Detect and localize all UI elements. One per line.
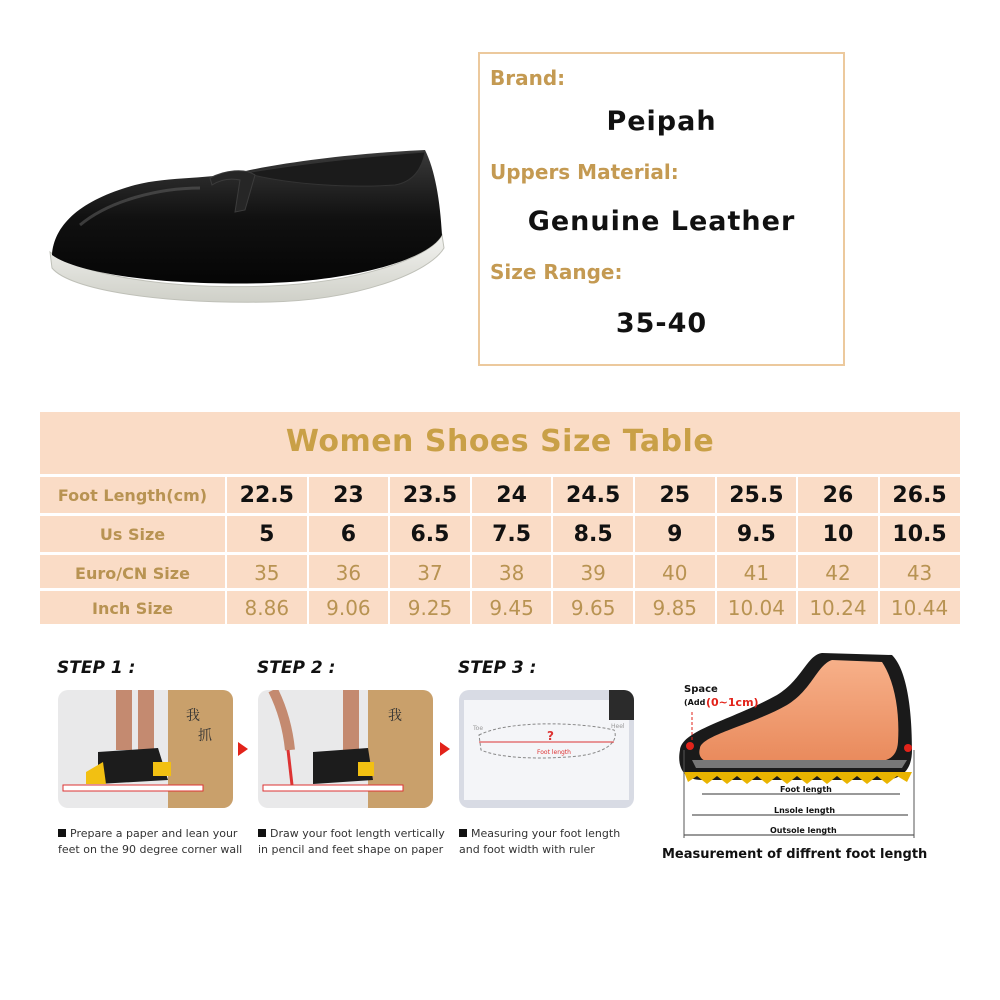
table-cell: 39 [551,555,633,591]
table-cell: 24 [470,477,552,513]
bullet-icon [459,829,467,837]
space-label: Space [684,684,718,695]
table-cell: 25.5 [715,477,797,513]
row-header: Euro/CN Size [75,563,190,583]
svg-text:抓: 抓 [198,728,212,744]
table-cell: 36 [307,555,389,591]
table-row [40,590,960,626]
table-cell: 8.5 [551,516,633,552]
row-header: Foot Length(cm) [57,485,208,505]
step-3-caption: Measuring your foot length and foot width with ruler [459,827,621,856]
svg-text:我: 我 [388,708,402,724]
step-3-title: STEP 3 : [458,658,537,678]
size-range-value: 35-40 [615,308,708,339]
table-cell: 23 [307,477,389,513]
table-cell: 22.5 [225,477,307,513]
step-2-photo [258,690,433,808]
brand-value: Peipah [606,106,717,137]
table-cell: 38 [470,555,552,591]
svg-text:我: 我 [186,708,200,724]
material-value: Genuine Leather [527,206,796,237]
table-cell: 40 [633,555,715,591]
material-label: Uppers Material: [490,160,679,184]
table-cell: 8.86 [225,590,307,626]
table-cell: 7.5 [470,516,552,552]
table-cell: 9.06 [307,590,389,626]
step-1-photo [58,690,233,808]
table-cell: 43 [878,555,960,591]
step-2-caption: Draw your foot length vertically in pencil and feet shape on paper [258,827,445,856]
outsole-length-label: Outsole length [770,826,837,835]
brand-label: Brand: [490,66,566,90]
step-3-photo [459,690,634,808]
table-cell: 6.5 [388,516,470,552]
table-cell: 9.65 [551,590,633,626]
arrow-right-icon [238,742,248,756]
table-cell: 25 [633,477,715,513]
table-cell: 23.5 [388,477,470,513]
table-row [40,555,960,591]
insole-length-label: Lnsole length [774,806,836,815]
table-cell: 9.85 [633,590,715,626]
table-cell: 24.5 [551,477,633,513]
arrow-right-icon [440,742,450,756]
toe-label: Toe [473,725,484,732]
table-cell: 5 [225,516,307,552]
heel-label: Heel [611,723,625,730]
table-cell: 10.5 [878,516,960,552]
table-cell: 10.04 [715,590,797,626]
size-table-title: Women Shoes Size Table [285,424,715,459]
table-cell: 26.5 [878,477,960,513]
table-row [40,516,960,552]
table-cell: 9.45 [470,590,552,626]
table-cell: 10 [796,516,878,552]
step-1-caption: Prepare a paper and lean your feet on the 90 degree corner wall [58,827,243,856]
question-mark: ? [547,729,554,743]
row-header: Us Size [99,524,166,544]
foot-length-small-label: Foot length [537,749,571,756]
table-cell: 9.25 [388,590,470,626]
table-cell: 37 [388,555,470,591]
table-row [40,477,960,513]
space-add-label: (Add [684,698,706,707]
product-info-box [478,52,845,366]
table-cell: 35 [225,555,307,591]
bullet-icon [58,829,66,837]
step-2-title: STEP 2 : [257,658,336,678]
space-range-label: (0~1cm) [706,696,759,709]
table-cell: 26 [796,477,878,513]
table-cell: 6 [307,516,389,552]
foot-measurement-diagram [662,650,962,880]
table-cell: 41 [715,555,797,591]
table-cell: 42 [796,555,878,591]
foot-length-label: Foot length [780,785,832,794]
size-table [40,412,960,624]
table-cell: 9.5 [715,516,797,552]
diagram-caption: Measurement of diffrent foot length [662,847,928,862]
table-cell: 9 [633,516,715,552]
size-range-label: Size Range: [490,260,623,284]
shoe-product-image [40,140,450,315]
row-header: Inch Size [92,598,173,618]
table-cell: 10.24 [796,590,878,626]
table-cell: 10.44 [878,590,960,626]
step-1-title: STEP 1 : [57,658,136,678]
bullet-icon [258,829,266,837]
